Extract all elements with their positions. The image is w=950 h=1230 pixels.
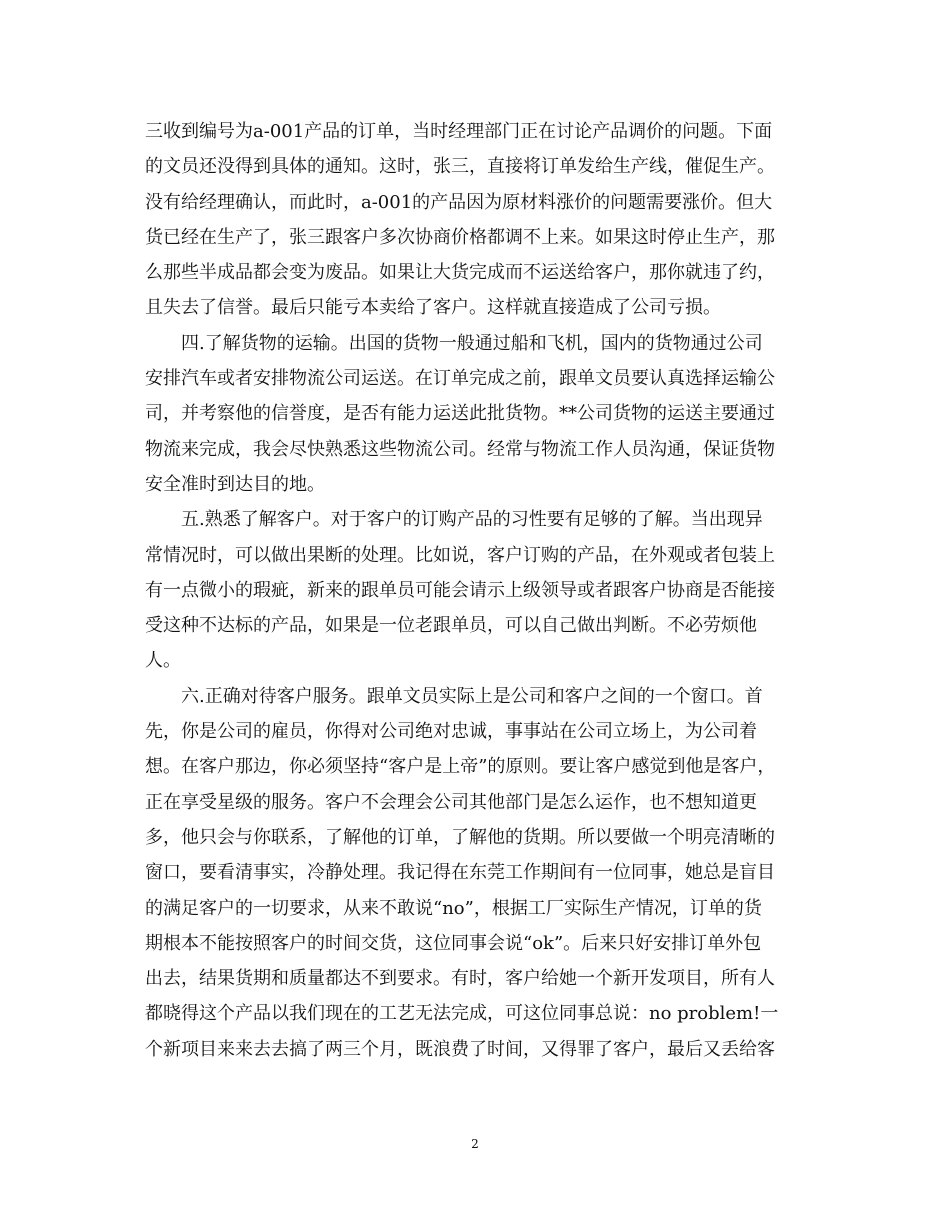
text-line: 先，你是公司的雇员，你得对公司绝对忠诚，事事站在公司立场上，为公司着 <box>145 721 757 743</box>
text-line: 安排汽车或者安排物流公司运送。在订单完成之前，跟单文员要认真选择运输公 <box>145 368 775 390</box>
text-line: 物流来完成，我会尽快熟悉这些物流公司。经常与物流工作人员沟通，保证货物 <box>145 438 775 460</box>
text-line: 的文员还没得到具体的通知。这时，张三，直接将订单发给生产线，催促生产。 <box>145 156 775 178</box>
paragraph-heading-4: 四.了解货物的运输。出国的货物一般通过船和飞机，国内的货物通过公司 <box>181 332 763 354</box>
text-line: 么那些半成品都会变为废品。如果让大货完成而不运送给客户，那你就违了约， <box>145 262 775 284</box>
text-line: 常情况时，可以做出果断的处理。比如说，客户订购的产品，在外观或者包装上 <box>145 544 775 566</box>
text-line: 货已经在生产了，张三跟客户多次协商价格都调不上来。如果这时停止生产，那 <box>145 226 775 248</box>
text-line: 期根本不能按照客户的时间交货，这位同事会说“ok”。后来只好安排订单外包 <box>145 932 762 954</box>
text-line: 安全准时到达目的地。 <box>145 473 325 495</box>
text-line: 都晓得这个产品以我们现在的工艺无法完成，可这位同事总说：no problem!一 <box>145 1003 779 1025</box>
text-line: 多，他只会与你联系，了解他的订单，了解他的货期。所以要做一个明亮清晰的 <box>145 826 775 848</box>
text-line: 窗口，要看清事实，冷静处理。我记得在东莞工作期间有一位同事，她总是盲目 <box>145 862 775 884</box>
page-number: 2 <box>471 1137 479 1151</box>
text-line: 正在享受星级的服务。客户不会理会公司其他部门是怎么运作，也不想知道更 <box>145 791 757 813</box>
body-text <box>145 114 805 1067</box>
text-line: 人。 <box>145 650 181 672</box>
text-line: 受这种不达标的产品，如果是一位老跟单员，可以自己做出判断。不必劳烦他 <box>145 615 757 637</box>
text-line: 司，并考察他的信誉度，是否有能力运送此批货物。**公司货物的运送主要通过 <box>145 403 775 425</box>
paragraph-heading-6: 六.正确对待客户服务。跟单文员实际上是公司和客户之间的一个窗口。首 <box>181 685 763 707</box>
text-line: 想。在客户那边，你必须坚持“客户是上帝”的原则。要让客户感觉到他是客户， <box>145 756 776 778</box>
text-line: 的满足客户的一切要求，从来不敢说“no”，根据工厂实际生产情况，订单的货 <box>145 897 762 919</box>
text-line: 且失去了信誉。最后只能亏本卖给了客户。这样就直接造成了公司亏损。 <box>145 297 721 319</box>
text-line: 个新项目来来去去搞了两三个月，既浪费了时间，又得罪了客户，最后又丢给客 <box>145 1038 775 1060</box>
text-line: 没有给经理确认，而此时，a-001的产品因为原材料涨价的问题需要涨价。但大 <box>145 191 773 213</box>
paragraph-heading-5: 五.熟悉了解客户。对于客户的订购产品的习性要有足够的了解。当出现异 <box>181 509 763 531</box>
text-line: 三收到编号为a-001产品的订单，当时经理部门正在讨论产品调价的问题。下面 <box>145 121 773 142</box>
text-line: 有一点微小的瑕疵，新来的跟单员可能会请示上级领导或者跟客户协商是否能接 <box>145 579 775 601</box>
text-line: 出去，结果货期和质量都达不到要求。有时，客户给她一个新开发项目，所有人 <box>145 968 775 990</box>
